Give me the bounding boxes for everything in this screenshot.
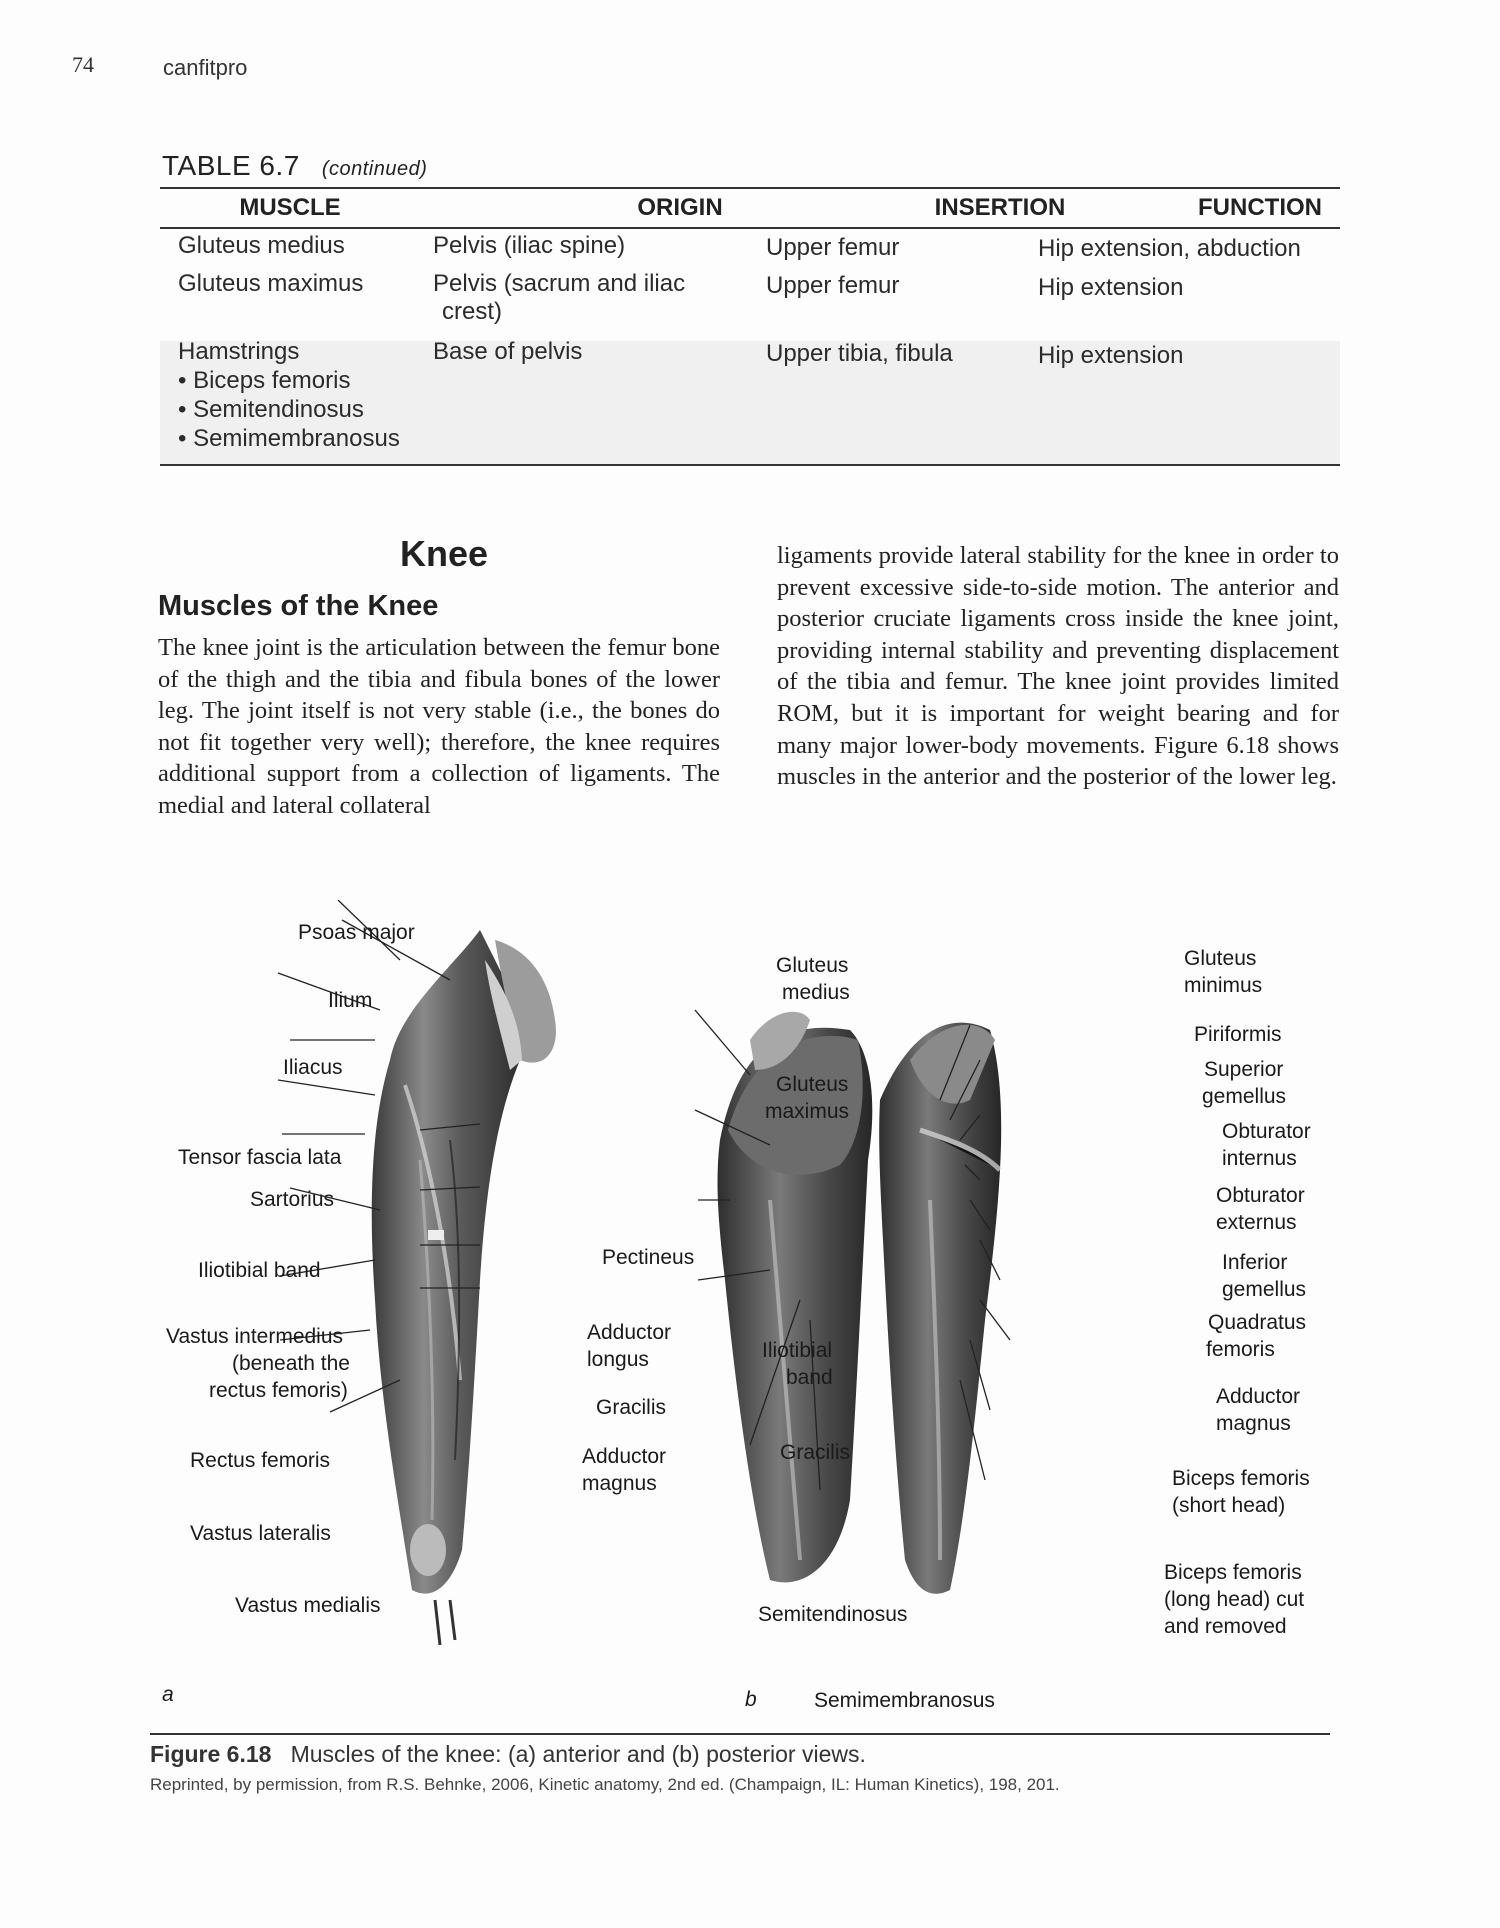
table-number: TABLE 6.7 bbox=[162, 150, 300, 181]
running-head: canfitpro bbox=[163, 55, 248, 80]
table-title bbox=[162, 150, 427, 182]
table-cell-function: Hip extension bbox=[1038, 342, 1184, 369]
body-paragraph-left: The knee joint is the articulation between the femur bone of the thigh and the tibia and fibula bones of the lower leg. The joint itself is not very stable (i.e., the bones do not fit together very well); therefore, the knee requires additional support from a collection of ligaments. The medial and lateral collateral bbox=[158, 634, 720, 819]
label-gluteus-medius: medius bbox=[782, 981, 850, 1004]
table-cell-origin: Pelvis (iliac spine) bbox=[433, 232, 626, 259]
table-bottom-rule bbox=[160, 464, 1340, 466]
label-biceps-femoris-long: (long head) cut bbox=[1164, 1588, 1305, 1611]
caption-text: Muscles of the knee: (a) anterior and (b) posterior views. bbox=[290, 1741, 866, 1767]
table-top-rule bbox=[160, 187, 1340, 189]
label-iliacus: Iliacus bbox=[283, 1056, 343, 1079]
label-biceps-femoris-short: (short head) bbox=[1172, 1494, 1286, 1517]
table-cell-origin: Pelvis (sacrum and iliac bbox=[433, 270, 686, 297]
body-paragraph-right: ligaments provide lateral stability for the knee in order to prevent excessive side-to-side motion. The anterior and posterior cruciate ligaments cross inside the knee joint, providing internal stability and preventing displacement of the tibia and femur. The knee joint provides limited ROM, but it is important for weight bearing and for many major lower-body movements. Figure 6.18 shows muscles in the anterior and the posterior of the lower leg. bbox=[777, 542, 1339, 791]
label-semimembranosus: Semimembranosus bbox=[814, 1689, 995, 1712]
label-gracilis-b: Gracilis bbox=[780, 1441, 851, 1464]
label-pectineus: Pectineus bbox=[602, 1246, 695, 1269]
subsection-title: Muscles of the Knee bbox=[158, 590, 439, 622]
label-adductor-magnus-a: magnus bbox=[582, 1472, 657, 1495]
figure-credit: Reprinted, by permission, from R.S. Behnke, 2006, Kinetic anatomy, 2nd ed. (Champaign, IL: Human Kinetics), 198, 201. bbox=[150, 1775, 1060, 1794]
label-semitendinosus: Semitendinosus bbox=[758, 1603, 908, 1626]
label-biceps-femoris-long: Biceps femoris bbox=[1164, 1561, 1302, 1584]
table-cell-origin-cont: crest) bbox=[442, 298, 502, 325]
column-header-muscle: MUSCLE bbox=[239, 194, 341, 221]
caption-label: Figure 6.18 bbox=[150, 1741, 272, 1767]
label-adductor-longus: Adductor bbox=[587, 1321, 672, 1344]
table-cell-muscle: Hamstrings bbox=[178, 338, 300, 365]
label-inferior-gemellus: gemellus bbox=[1222, 1278, 1307, 1301]
label-vastus-intermedius: Vastus intermedius bbox=[166, 1325, 344, 1348]
table-cell-muscle: Gluteus maximus bbox=[178, 270, 364, 297]
label-obturator-externus: Obturator bbox=[1216, 1184, 1305, 1207]
label-vastus-medialis: Vastus medialis bbox=[235, 1594, 381, 1617]
table-continued: (continued) bbox=[321, 158, 428, 180]
label-adductor-magnus-b: magnus bbox=[1216, 1412, 1291, 1435]
label-gluteus-medius: Gluteus bbox=[776, 954, 849, 977]
label-vastus-lateralis: Vastus lateralis bbox=[190, 1522, 331, 1545]
label-obturator-internus: Obturator bbox=[1222, 1120, 1311, 1143]
column-header-origin: ORIGIN bbox=[637, 194, 723, 221]
page-number: 74 bbox=[72, 52, 94, 77]
knee-muscle-figure bbox=[150, 900, 1350, 1720]
label-gluteus-minimus: Gluteus bbox=[1184, 947, 1257, 970]
label-adductor-magnus-b: Adductor bbox=[1216, 1385, 1301, 1408]
label-iliotibial-band-b: Iliotibial bbox=[762, 1339, 833, 1362]
label-biceps-femoris-long: and removed bbox=[1164, 1615, 1287, 1638]
label-sartorius: Sartorius bbox=[250, 1188, 335, 1211]
column-header-function: FUNCTION bbox=[1198, 194, 1322, 221]
label-gluteus-minimus: minimus bbox=[1184, 974, 1263, 997]
panel-label-b: b bbox=[745, 1688, 757, 1711]
label-piriformis: Piriformis bbox=[1194, 1023, 1282, 1046]
figure-caption bbox=[150, 1741, 866, 1768]
label-superior-gemellus: Superior bbox=[1204, 1058, 1284, 1081]
table-cell-origin: Base of pelvis bbox=[433, 338, 583, 365]
label-tensor-fascia-lata: Tensor fascia lata bbox=[178, 1146, 342, 1169]
label-quadratus-femoris: Quadratus bbox=[1208, 1311, 1307, 1334]
label-biceps-femoris-short: Biceps femoris bbox=[1172, 1467, 1310, 1490]
label-iliotibial-band: Iliotibial band bbox=[198, 1259, 321, 1282]
label-obturator-externus: externus bbox=[1216, 1211, 1297, 1234]
label-quadratus-femoris: femoris bbox=[1206, 1338, 1275, 1361]
panel-label-a: a bbox=[162, 1683, 174, 1706]
table-header-rule bbox=[160, 227, 1340, 229]
table-cell-insertion: Upper tibia, fibula bbox=[766, 340, 953, 367]
posterior-thigh-illustration bbox=[718, 1012, 1002, 1594]
label-adductor-magnus-a: Adductor bbox=[582, 1445, 667, 1468]
label-vastus-intermedius-note: (beneath the bbox=[232, 1352, 350, 1375]
label-iliotibial-band-b: band bbox=[786, 1366, 833, 1389]
table-cell-muscle: Gluteus medius bbox=[178, 232, 345, 259]
label-gracilis-a: Gracilis bbox=[596, 1396, 667, 1419]
table-subitem: • Biceps femoris bbox=[178, 367, 351, 394]
label-superior-gemellus: gemellus bbox=[1202, 1085, 1287, 1108]
muscle-table bbox=[160, 187, 1340, 467]
table-subitem: • Semimembranosus bbox=[178, 425, 400, 452]
label-ilium: Ilium bbox=[328, 989, 373, 1012]
table-cell-insertion: Upper femur bbox=[766, 234, 900, 261]
label-gluteus-maximus: maximus bbox=[765, 1100, 850, 1123]
label-rectus-femoris: Rectus femoris bbox=[190, 1449, 331, 1472]
table-subitem: • Semitendinosus bbox=[178, 396, 364, 423]
label-obturator-internus: internus bbox=[1222, 1147, 1297, 1170]
label-vastus-intermedius-note: rectus femoris) bbox=[209, 1379, 348, 1402]
column-header-insertion: INSERTION bbox=[934, 194, 1066, 221]
label-gluteus-maximus: Gluteus bbox=[776, 1073, 849, 1096]
table-cell-function: Hip extension, abduction bbox=[1038, 235, 1301, 262]
label-inferior-gemellus: Inferior bbox=[1222, 1251, 1288, 1274]
table-cell-function: Hip extension bbox=[1038, 274, 1184, 301]
label-psoas-major: Psoas major bbox=[298, 921, 415, 944]
table-cell-insertion: Upper femur bbox=[766, 272, 900, 299]
label-adductor-longus: longus bbox=[587, 1348, 649, 1371]
section-title: Knee bbox=[400, 533, 489, 574]
caption-rule bbox=[150, 1733, 1330, 1735]
